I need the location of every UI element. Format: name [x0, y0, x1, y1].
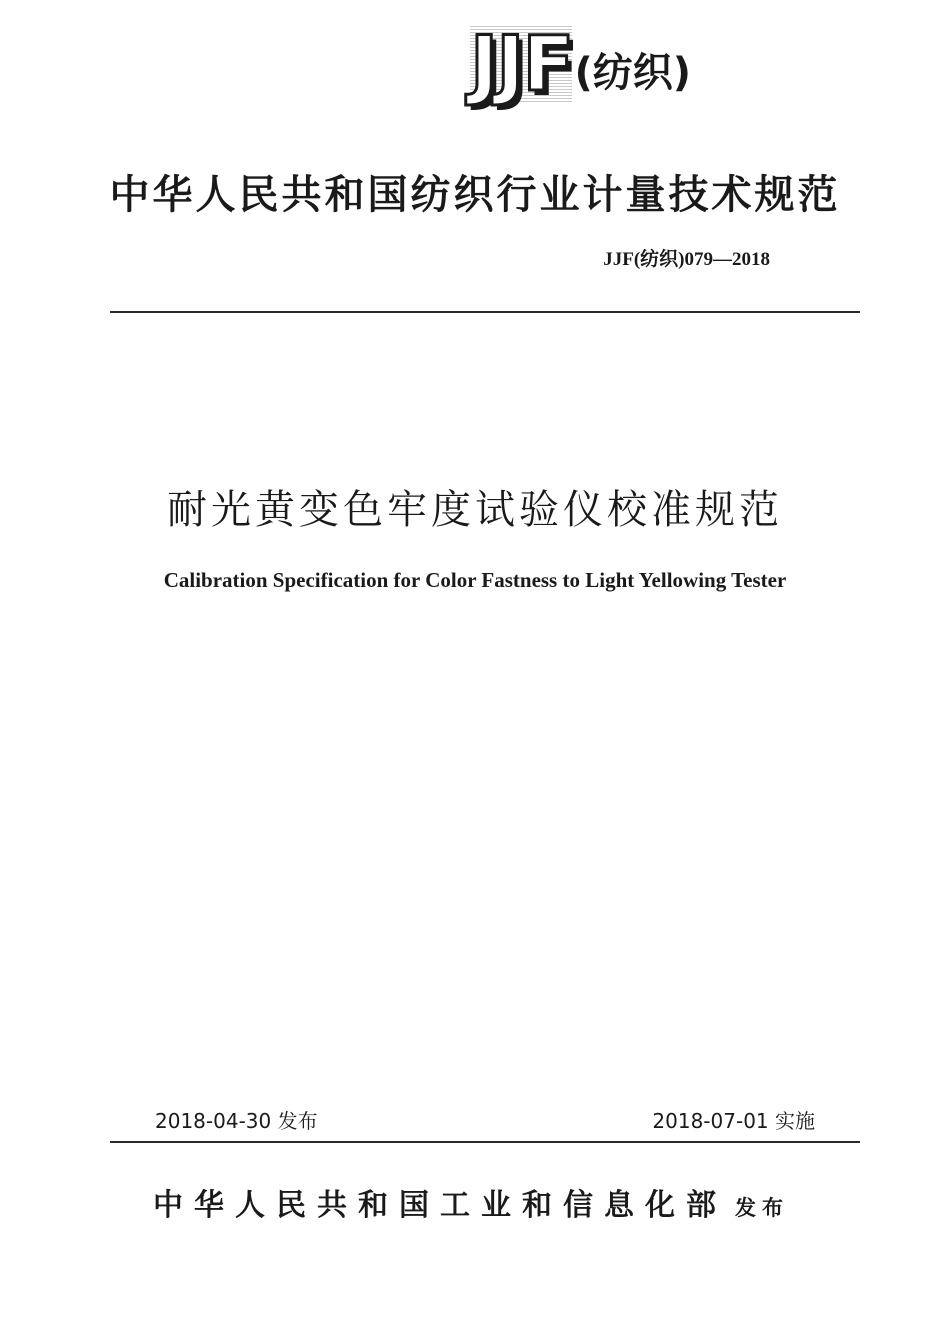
issuer-action: 发布 [735, 1195, 789, 1220]
issuer-line [153, 1180, 789, 1224]
document-title-en: Calibration Specification for Color Fastness to Light Yellowing Tester [163, 568, 787, 592]
standard-category-title: 中华人民共和国纺织行业计量技术规范 [109, 171, 841, 218]
document-title-cn: 耐光黄变色牢度试验仪校准规范 [167, 487, 783, 533]
effective-date: 2018-07-01 实施 [652, 1109, 815, 1133]
document-code: JJF(纺织)079—2018 [603, 249, 770, 270]
logo-mark: JJF [470, 19, 573, 108]
bottom-divider [110, 1141, 860, 1143]
jjf-logo [470, 19, 692, 108]
issuer-name: 中华人民共和国工业和信息化部 [153, 1188, 727, 1223]
logo-suffix: (纺织) [574, 49, 692, 96]
top-divider [110, 311, 860, 313]
issue-date: 2018-04-30 发布 [155, 1109, 318, 1133]
